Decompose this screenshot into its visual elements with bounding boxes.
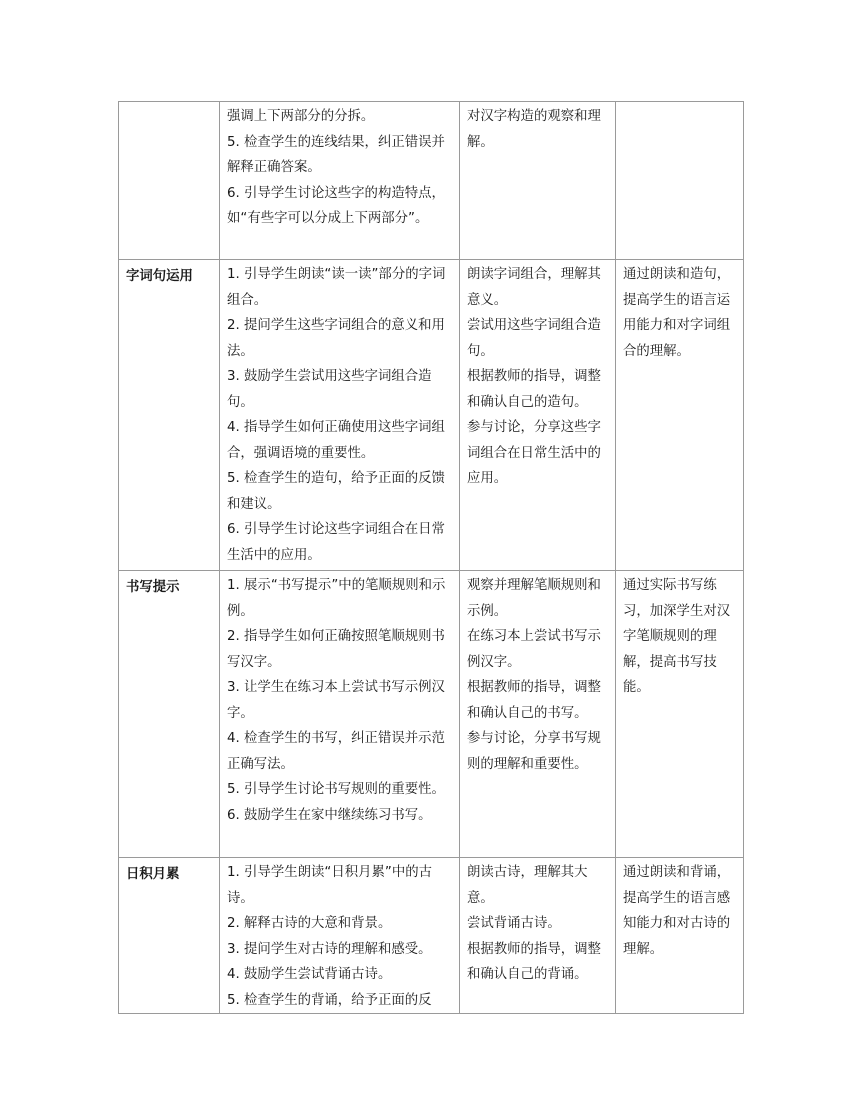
student-activity-cell [460,102,616,260]
activity-text: 朗读字词组合，理解其意义。 [467,267,601,308]
step-text: 5. 检查学生的造句，给予正面的反馈和建议。 [227,471,445,512]
step-text: 3. 鼓励学生尝试用这些字词组合造句。 [227,369,432,410]
teacher-steps-cell [220,571,460,858]
student-activity-cell [460,260,616,571]
purpose-cell: 通过朗读和造句，提高学生的语言运用能力和对字词组合的理解。 [616,260,744,571]
step-text: 4. 检查学生的书写，纠正错误并示范正确写法。 [227,731,445,772]
lesson-plan-table [118,101,744,1014]
section-label [119,102,220,260]
activity-text: 参与讨论，分享这些字词组合在日常生活中的应用。 [467,420,601,486]
activity-text: 尝试用这些字词组合造句。 [467,318,601,359]
step-text: 6. 引导学生讨论这些字的构造特点，如“有些字可以分成上下两部分”。 [227,185,445,226]
activity-text: 观察并理解笔顺规则和示例。 [467,578,601,619]
purpose-cell: 通过实际书写练习，加深学生对汉字笔顺规则的理解，提高书写技能。 [616,571,744,858]
activity-text: 在练习本上尝试书写示例汉字。 [467,629,601,670]
section-label: 日积月累 [119,858,220,1014]
step-text: 4. 指导学生如何正确使用这些字词组合，强调语境的重要性。 [227,420,445,461]
activity-text: 对汉字构造的观察和理解。 [467,109,601,150]
step-text: 3. 提问学生对古诗的理解和感受。 [227,941,432,957]
step-text: 5. 检查学生的背诵，给予正面的反 [227,992,432,1008]
table-row [119,260,744,571]
teacher-steps-cell [220,260,460,571]
activity-text: 尝试背诵古诗。 [467,916,561,931]
table-row [119,571,744,858]
teacher-steps-cell [220,102,460,260]
table-row [119,102,744,260]
step-text: 2. 解释古诗的大意和背景。 [227,916,392,931]
step-text: 1. 引导学生朗读“读一读”部分的字词组合。 [227,267,446,308]
student-activity-cell [460,571,616,858]
step-text: 3. 让学生在练习本上尝试书写示例汉字。 [227,680,445,721]
step-text: 2. 提问学生这些字词组合的意义和用法。 [227,318,445,359]
step-text: 强调上下两部分的分拆。 [227,109,375,124]
activity-text: 参与讨论，分享书写规则的理解和重要性。 [467,731,601,772]
activity-text: 根据教师的指导，调整和确认自己的造句。 [467,369,601,410]
table-row [119,858,744,1014]
activity-text: 根据教师的指导，调整和确认自己的背诵。 [467,941,601,982]
student-activity-cell [460,858,616,1014]
step-text: 6. 引导学生讨论这些字词组合在日常生活中的应用。 [227,522,445,563]
step-text: 5. 检查学生的连线结果，纠正错误并解释正确答案。 [227,134,445,175]
teacher-steps-cell [220,858,460,1014]
step-text: 1. 展示“书写提示”中的笔顺规则和示例。 [227,578,446,619]
purpose-cell [616,102,744,260]
activity-text: 朗读古诗，理解其大意。 [467,865,588,906]
section-label: 字词句运用 [119,260,220,571]
section-label: 书写提示 [119,571,220,858]
activity-text: 根据教师的指导，调整和确认自己的书写。 [467,680,601,721]
step-text: 5. 引导学生讨论书写规则的重要性。 [227,782,445,797]
step-text: 4. 鼓励学生尝试背诵古诗。 [227,967,392,982]
purpose-cell: 通过朗读和背诵，提高学生的语言感知能力和对古诗的理解。 [616,858,744,1014]
step-text: 1. 引导学生朗读“日积月累”中的古诗。 [227,865,432,906]
step-text: 2. 指导学生如何正确按照笔顺规则书写汉字。 [227,629,445,670]
step-text: 6. 鼓励学生在家中继续练习书写。 [227,807,432,823]
